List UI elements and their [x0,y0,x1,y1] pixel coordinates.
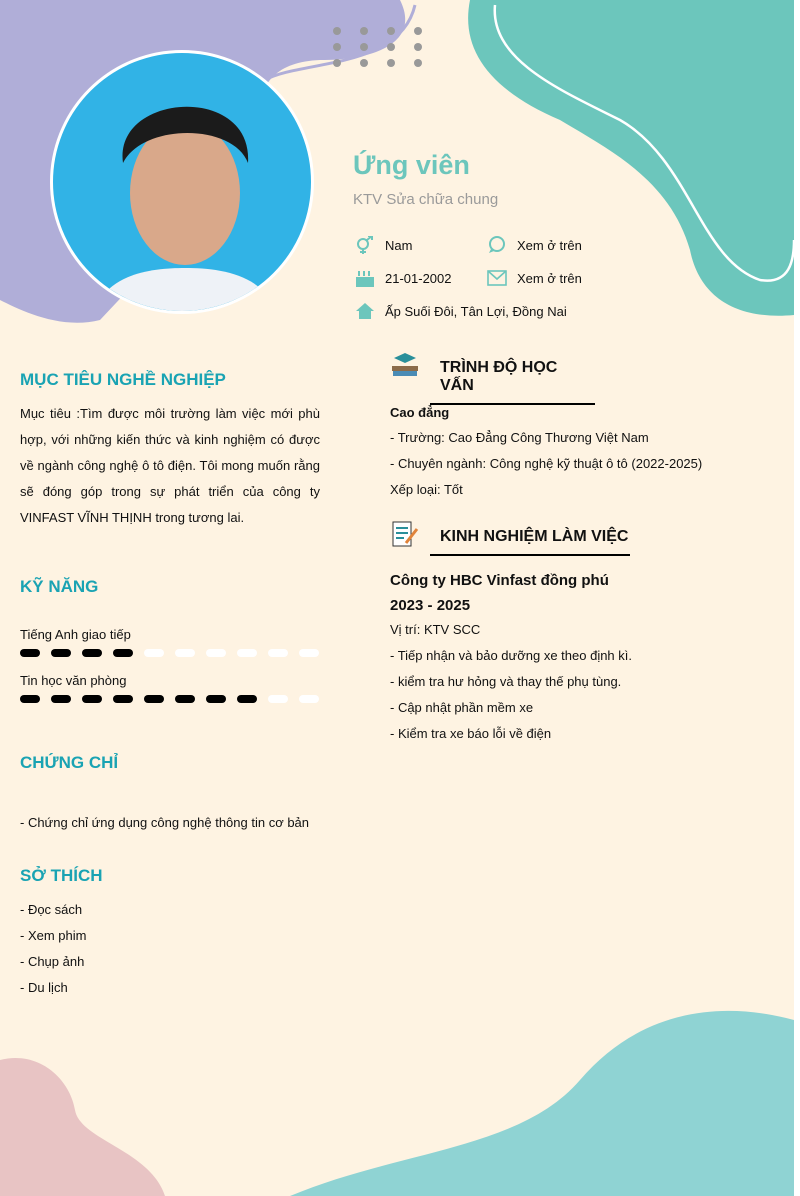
skill-level-segment [20,695,40,703]
birthday-info [355,269,452,287]
candidate-name: Ứng viên [353,150,470,180]
skill-level-segment [299,649,319,657]
hobby-item: - Chụp ảnh [20,954,85,969]
skill-level-segment [113,695,133,703]
skill-level-segment [51,649,71,657]
skill-level-bar [20,695,319,703]
hobby-item: - Đọc sách [20,902,83,917]
skills-title: KỸ NĂNG [20,577,99,596]
skill-level-segment [51,695,71,703]
hobby-item: - Xem phim [20,928,87,943]
skill-level-segment [206,649,226,657]
education-line: - Chuyên ngành: Công nghệ kỹ thuật ô tô (2022-2025) [390,456,703,471]
hobby-item: - Du lịch [20,980,68,995]
experience-line: - Cập nhật phần mềm xe [390,700,534,715]
cake-icon [355,269,375,287]
phone-value: Xem ở trên [517,237,582,253]
objective-text: Mục tiêu :Tìm được môi trường làm việc mới phù hợp, với những kiến thức và kinh nghiệm có được về ngành công nghệ ô tô điện. Tôi mong muốn rằng sẽ đóng góp trong sự phát triển của công ty VINFAST VĨNH THỊNH trong tương lai. [20,406,320,525]
education-level: Cao đẳng [390,405,450,420]
experience-line: - Tiếp nhận và bảo dưỡng xe theo định kì. [390,648,632,663]
skill-level-segment [20,649,40,657]
education-line: - Trường: Cao Đẳng Công Thương Việt Nam [390,430,649,445]
profile-photo [50,50,314,314]
phone-info [487,236,582,254]
email-info [487,269,582,287]
objective-title: MỤC TIÊU NGHỀ NGHIỆP [20,370,226,389]
experience-title: KINH NGHIỆM LÀM VIỆC [430,528,630,556]
skill-name: Tiếng Anh giao tiếp [20,627,131,642]
skill-level-bar [20,649,319,657]
gender-value: Nam [385,237,413,253]
gender-icon [355,236,375,254]
skill-level-segment [175,695,195,703]
certificate-item: - Chứng chỉ ứng dụng công nghệ thông tin cơ bản [20,815,310,830]
whatsapp-icon [487,236,507,254]
skill-level-segment [268,695,288,703]
skill-level-segment [237,695,257,703]
skill-level-segment [144,695,164,703]
work-period: 2023 - 2025 [390,597,471,614]
skill-level-segment [82,649,102,657]
graduation-books-icon [390,350,420,380]
education-line: Xếp loại: Tốt [390,482,463,497]
skill-level-segment [82,695,102,703]
company-name: Công ty HBC Vinfast đồng phú [390,572,609,589]
skill-level-segment [237,649,257,657]
education-title: TRÌNH ĐỘ HỌC VẤN [430,359,595,405]
skill-level-segment [268,649,288,657]
experience-line: - Kiểm tra xe báo lỗi về điện [390,726,552,741]
birthday-value: 21-01-2002 [385,270,452,286]
experience-line: Vị trí: KTV SCC [390,622,481,637]
skill-level-segment [299,695,319,703]
skill-level-segment [175,649,195,657]
certificates-title: CHỨNG CHỈ [20,753,119,772]
address-value: Ấp Suối Đôi, Tân Lợi, Đồng Nai [385,303,567,319]
skill-level-segment [113,649,133,657]
hobbies-title: SỞ THÍCH [20,866,103,885]
home-icon [355,302,375,320]
gender-info [355,236,412,254]
mail-icon [487,269,507,287]
email-value: Xem ở trên [517,270,582,286]
job-title: KTV Sửa chữa chung [353,191,499,208]
experience-line: - kiểm tra hư hỏng và thay thế phụ tùng. [390,674,622,689]
address-info [355,302,567,320]
skill-name: Tin học văn phòng [20,673,127,688]
skill-level-segment [144,649,164,657]
skill-level-segment [206,695,226,703]
experience-documents-icon [390,519,420,549]
